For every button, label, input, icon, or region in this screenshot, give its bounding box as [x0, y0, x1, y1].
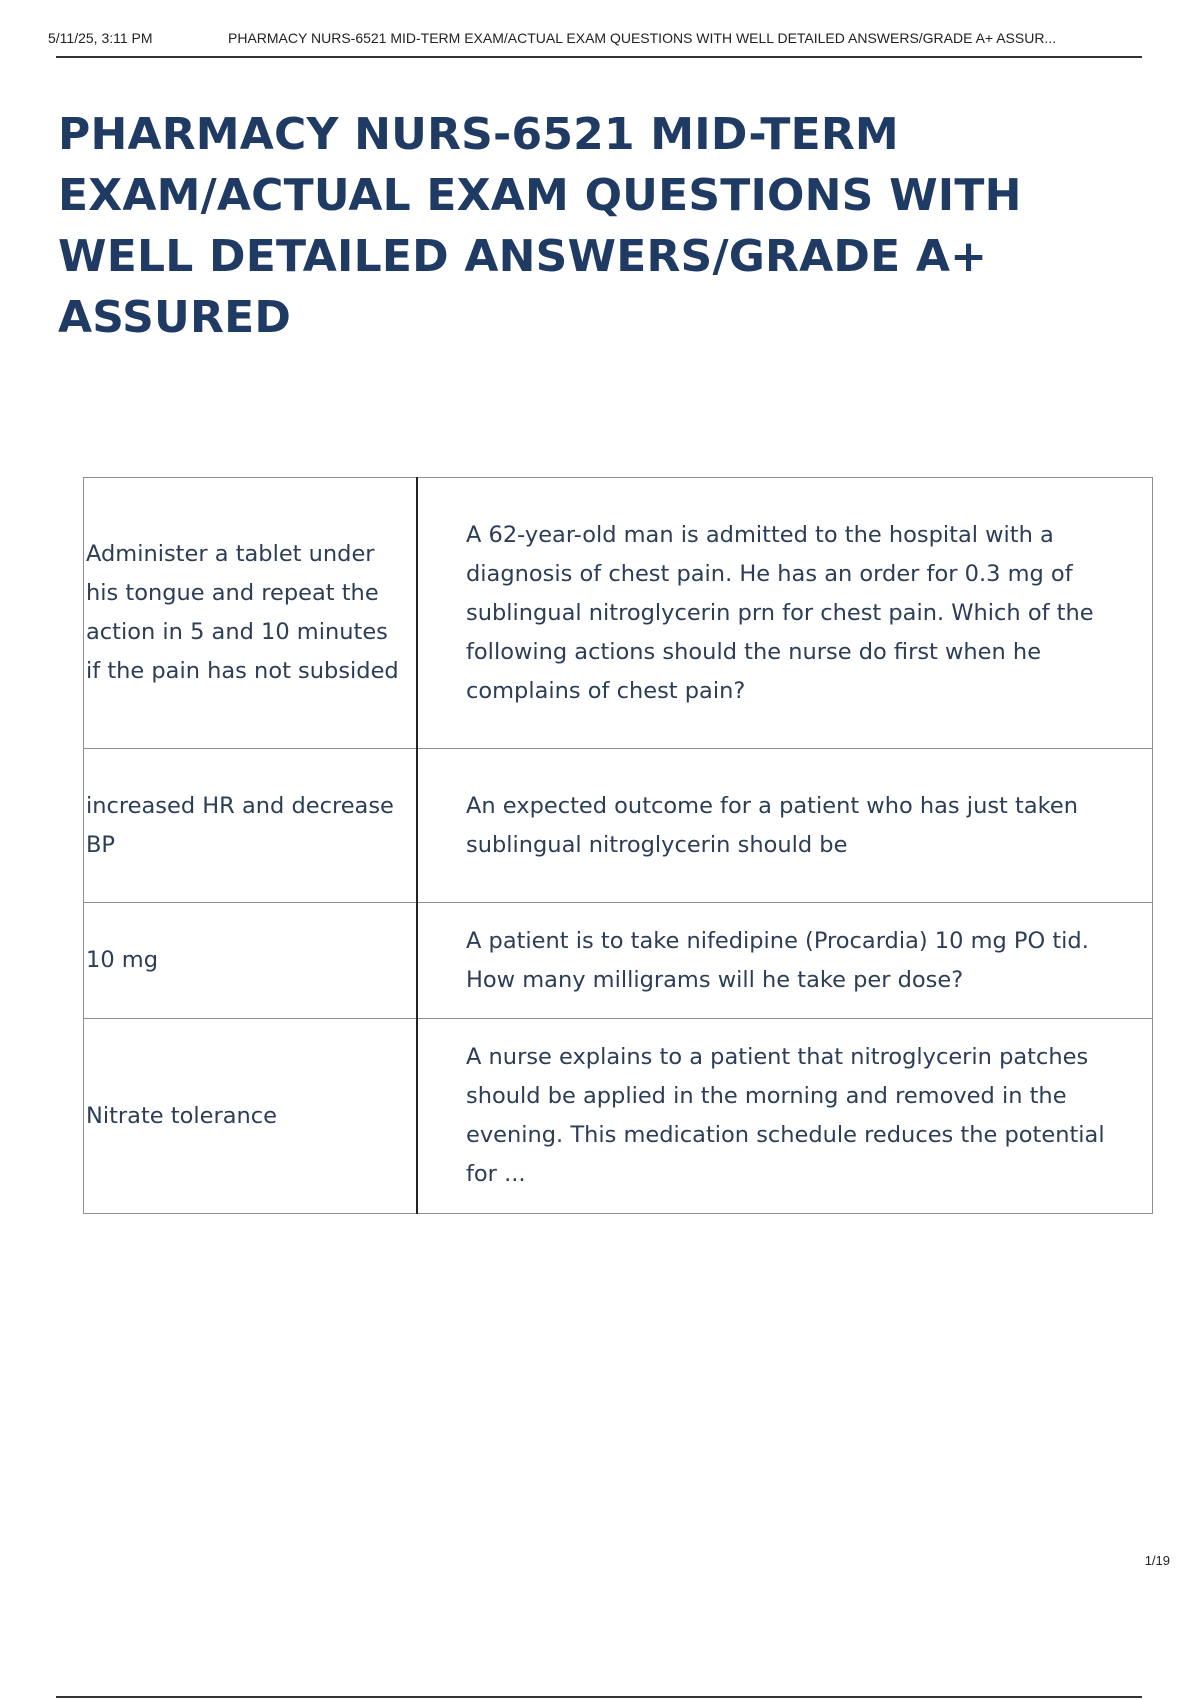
answer-cell: 10 mg	[84, 903, 418, 1019]
print-datetime: 5/11/25, 3:11 PM	[48, 30, 153, 46]
table-row	[84, 1019, 1153, 1214]
question-cell: A patient is to take nifedipine (Procardia) 10 mg PO tid. How many milligrams will he take per dose?	[417, 903, 1153, 1019]
answer-cell: increased HR and decrease BP	[84, 749, 418, 903]
print-header-title: PHARMACY NURS-6521 MID-TERM EXAM/ACTUAL EXAM QUESTIONS WITH WELL DETAILED ANSWERS/GRADE A+ ASSUR...	[228, 30, 1057, 46]
question-cell: An expected outcome for a patient who has just taken sublingual nitroglycerin should be	[417, 749, 1153, 903]
page-number: 1/19	[1144, 1553, 1170, 1568]
answer-cell: Nitrate tolerance	[84, 1019, 418, 1214]
answer-cell: Administer a tablet under his tongue and repeat the action in 5 and 10 minutes if the pain has not subsided	[84, 478, 418, 749]
question-cell: A nurse explains to a patient that nitroglycerin patches should be applied in the morning and removed in the evening. This medication schedule reduces the potential for ...	[417, 1019, 1153, 1214]
table-row	[84, 903, 1153, 1019]
question-cell: A 62-year-old man is admitted to the hospital with a diagnosis of chest pain. He has an order for 0.3 mg of sublingual nitroglycerin prn for chest pain. Which of the following actions should the nurse do first when he complains of chest pain?	[417, 478, 1153, 749]
document-title: PHARMACY NURS-6521 MID-TERM EXAM/ACTUAL EXAM QUESTIONS WITH WELL DETAILED ANSWERS/GRADE A+ ASSURED	[58, 109, 1022, 343]
header-divider	[56, 56, 1142, 58]
print-header	[48, 30, 1158, 52]
qa-table	[83, 477, 1153, 1214]
footer-divider	[56, 1696, 1142, 1698]
table-row	[84, 478, 1153, 749]
table-row	[84, 749, 1153, 903]
